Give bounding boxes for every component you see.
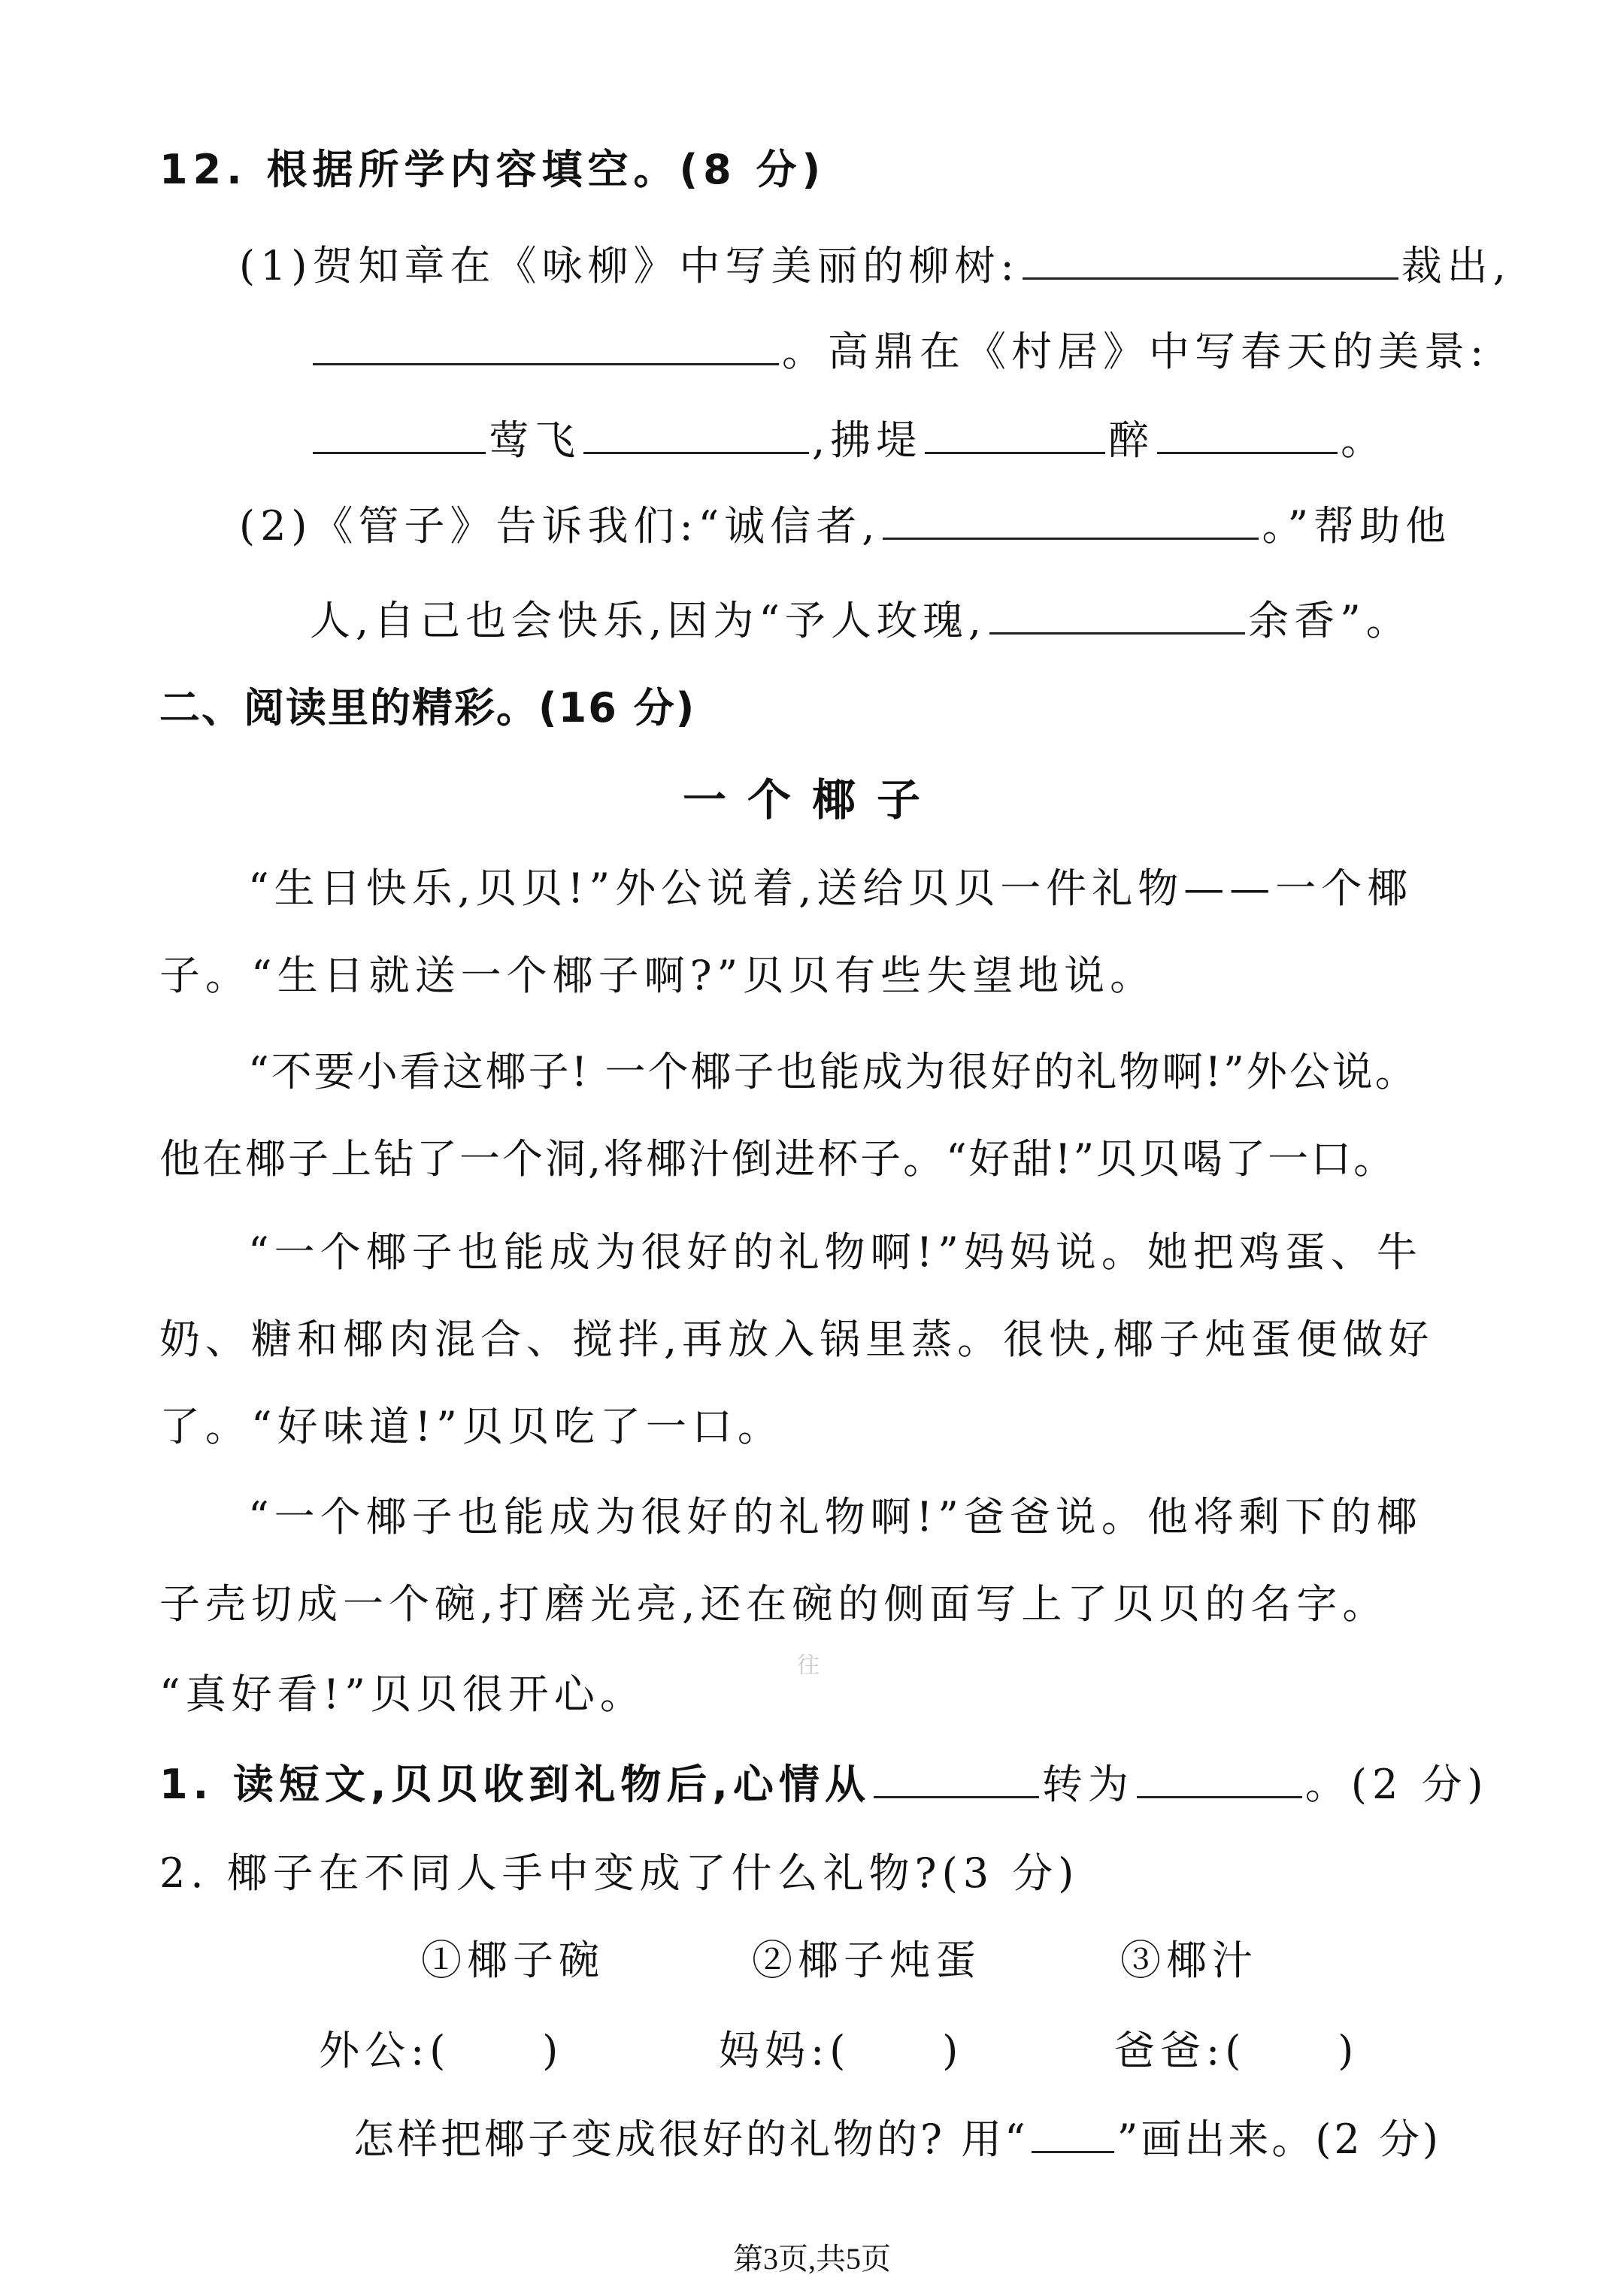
q12-part1-text-c: 。高鼎在《村居》中写春天的美景:	[782, 328, 1489, 375]
q12-part2-line2	[310, 594, 1412, 648]
story-line: 了。“好味道!”贝贝吃了一口。	[159, 1403, 783, 1450]
section-heading: 二、阅读里的精彩。(16 分)	[159, 684, 696, 732]
q12-part1-text-a: (1)贺知章在《咏柳》中写美丽的柳树:	[239, 242, 1020, 289]
story-line: 子。“生日就送一个椰子啊?”贝贝有些失望地说。	[159, 952, 1156, 999]
fill-blank[interactable]	[1023, 243, 1398, 280]
q12-part1-line3	[310, 413, 1386, 468]
story-line: “生日快乐,贝贝!”外公说着,送给贝贝一件礼物——一个椰	[248, 865, 1413, 912]
story-line: 奶、糖和椰肉混合、搅拌,再放入锅里蒸。很快,椰子炖蛋便做好	[159, 1316, 1435, 1363]
answer-dad[interactable]: 爸爸:( )	[1114, 2027, 1359, 2074]
fill-blank[interactable]	[313, 417, 486, 454]
option-2: ②椰子炖蛋	[752, 1937, 981, 1984]
q12-part2-text-b: 。”帮助他	[1262, 502, 1452, 550]
story-line: “一个椰子也能成为很好的礼物啊!”爸爸说。他将剩下的椰	[248, 1493, 1423, 1540]
scan-smudge: 往	[797, 1652, 820, 1679]
q3-text-b: ”画出来。(2 分)	[1116, 2116, 1441, 2163]
fill-blank[interactable]	[874, 1761, 1039, 1798]
answer-mom[interactable]: 妈妈:( )	[719, 2027, 964, 2074]
page-footer: 第3页,共5页	[733, 2242, 891, 2276]
q12-title: 12. 根据所学内容填空。(8 分)	[159, 146, 826, 193]
q12-part1-text-f: 醉	[1108, 416, 1155, 464]
q12-part1-text-b: 裁出,	[1401, 242, 1511, 289]
story-line: 他在椰子上钻了一个洞,将椰汁倒进杯子。“好甜!”贝贝喝了一口。	[159, 1135, 1397, 1183]
option-1: ①椰子碗	[421, 1937, 604, 1984]
q12-part2-text-d: 余香”。	[1248, 597, 1412, 644]
story-line: “一个椰子也能成为很好的礼物啊!”妈妈说。她把鸡蛋、牛	[248, 1228, 1423, 1276]
fill-blank[interactable]	[925, 417, 1105, 454]
story-line: “真好看!”贝贝很开心。	[159, 1671, 646, 1718]
q12-part2-text-a: (2)《管子》告诉我们:“诚信者,	[239, 502, 880, 550]
q12-part1-line1	[239, 239, 1511, 293]
fill-blank[interactable]	[989, 598, 1245, 635]
fill-blank[interactable]	[583, 417, 809, 454]
story-line: “不要小看这椰子! 一个椰子也能成为很好的礼物啊!”外公说。	[248, 1048, 1418, 1095]
question-3	[353, 2113, 1441, 2167]
fill-blank[interactable]	[1137, 1761, 1302, 1798]
option-3: ③椰汁	[1120, 1937, 1258, 1984]
q12-part2-line1	[239, 499, 1451, 553]
question-1	[159, 1758, 1489, 1812]
q12-part1-text-d: 莺飞	[489, 416, 580, 464]
q12-part1-line2	[310, 325, 1489, 379]
q1-text-a: 1. 读短文,贝贝收到礼物后,心情从	[159, 1761, 871, 1808]
q1-text-b: 转为	[1041, 1761, 1134, 1808]
answer-grandpa[interactable]: 外公:( )	[319, 2027, 564, 2074]
story-line: 子壳切成一个碗,打磨光亮,还在碗的侧面写上了贝贝的名字。	[159, 1580, 1389, 1628]
fill-blank[interactable]	[883, 503, 1259, 540]
q1-text-c: 。(2 分)	[1304, 1761, 1489, 1808]
fill-blank[interactable]	[1157, 417, 1338, 454]
q3-text-a: 怎样把椰子变成很好的礼物的? 用“	[353, 2116, 1029, 2163]
q12-part1-text-e: ,拂堤	[812, 416, 923, 464]
fill-blank[interactable]	[313, 329, 779, 365]
question-2: 2. 椰子在不同人手中变成了什么礼物?(3 分)	[159, 1849, 1080, 1897]
story-title: 一个椰子	[682, 774, 941, 825]
q12-part2-text-c: 人,自己也会快乐,因为“予人玫瑰,	[310, 597, 987, 644]
underline-sample	[1032, 2116, 1114, 2153]
q12-part1-text-g: 。	[1341, 416, 1387, 464]
